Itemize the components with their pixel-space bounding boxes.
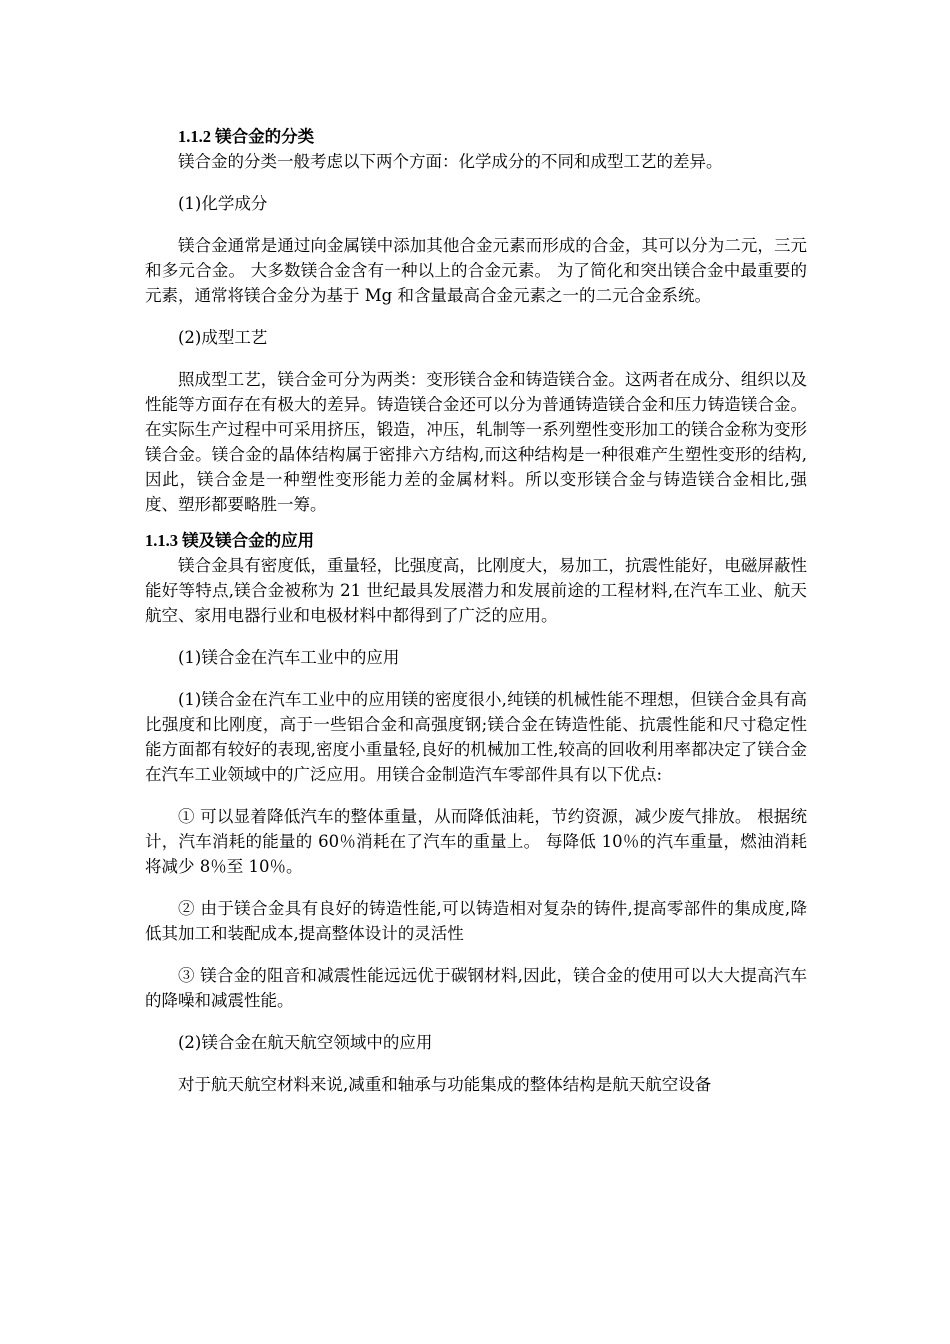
subheading-forming-process: (2)成型工艺 [178, 328, 268, 347]
subheading-aerospace: (2)镁合金在航天航空领域中的应用 [178, 1033, 433, 1052]
section-heading-classification: 1.1.2 镁合金的分类 [178, 127, 315, 146]
list-item-advantage-1: ① 可以显着降低汽车的整体重量，从而降低油耗，节约资源，减少废气排放。 根据统计，汽车消耗的能量的 60％消耗在了汽车的重量上。 每降低 10％的汽车重量，燃油消耗将减少 8％至 10％。 [145, 807, 807, 876]
list-item-advantage-3: ③ 镁合金的阻音和减震性能远远优于碳钢材料,因此，镁合金的使用可以大大提高汽车的降噪和减震性能。 [145, 966, 807, 1010]
paragraph-classification-intro: 镁合金的分类一般考虑以下两个方面：化学成分的不同和成型工艺的差异。 [178, 152, 723, 171]
document-page [145, 124, 807, 1097]
paragraph-chemical-composition: 镁合金通常是通过向金属镁中添加其他合金元素而形成的合金，其可以分为二元，三元和多元合金。 大多数镁合金含有一种以上的合金元素。 为了简化和突出镁合金中最重要的元素，通常将镁合金分为基于 Mg 和含量最高合金元素之一的二元合金系统。 [145, 236, 807, 305]
paragraph-forming-process: 照成型工艺，镁合金可分为两类：变形镁合金和铸造镁合金。这两者在成分、组织以及性能等方面存在有极大的差异。铸造镁合金还可以分为普通铸造镁合金和压力铸造镁合金。在实际生产过程中可采用挤压，锻造，冲压，轧制等一系列塑性变形加工的镁合金称为变形镁合金。镁合金的晶体结构属于密排六方结构,而这种结构是一种很难产生塑性变形的结构,因此，镁合金是一种塑性变形能力差的金属材料。所以变形镁合金与铸造镁合金相比,强度、塑形都要略胜一筹。 [145, 370, 807, 514]
subheading-automotive: (1)镁合金在汽车工业中的应用 [178, 648, 400, 667]
list-item-advantage-2: ② 由于镁合金具有良好的铸造性能,可以铸造相对复杂的铸件,提高零部件的集成度,降低其加工和装配成本,提高整体设计的灵活性 [145, 899, 807, 943]
paragraph-aerospace: 对于航天航空材料来说,减重和轴承与功能集成的整体结构是航天航空设备 [178, 1075, 712, 1094]
paragraph-automotive: (1)镁合金在汽车工业中的应用镁的密度很小,纯镁的机械性能不理想，但镁合金具有高比强度和比刚度，高于一些铝合金和高强度钢;镁合金在铸造性能、抗震性能和尺寸稳定性能方面都有较好的表现,密度小重量轻,良好的机械加工性,较高的回收利用率都决定了镁合金在汽车工业领域中的广泛应用。用镁合金制造汽车零部件具有以下优点: [145, 690, 807, 784]
paragraph-applications-intro: 镁合金具有密度低，重量轻，比强度高，比刚度大，易加工，抗震性能好，电磁屏蔽性能好等特点,镁合金被称为 21 世纪最具发展潜力和发展前途的工程材料,在汽车工业、航天航空、家用电器行业和电极材料中都得到了广泛的应用。 [145, 556, 807, 625]
section-heading-applications: 1.1.3 镁及镁合金的应用 [145, 531, 315, 550]
subheading-chemical-composition: (1)化学成分 [178, 194, 268, 213]
